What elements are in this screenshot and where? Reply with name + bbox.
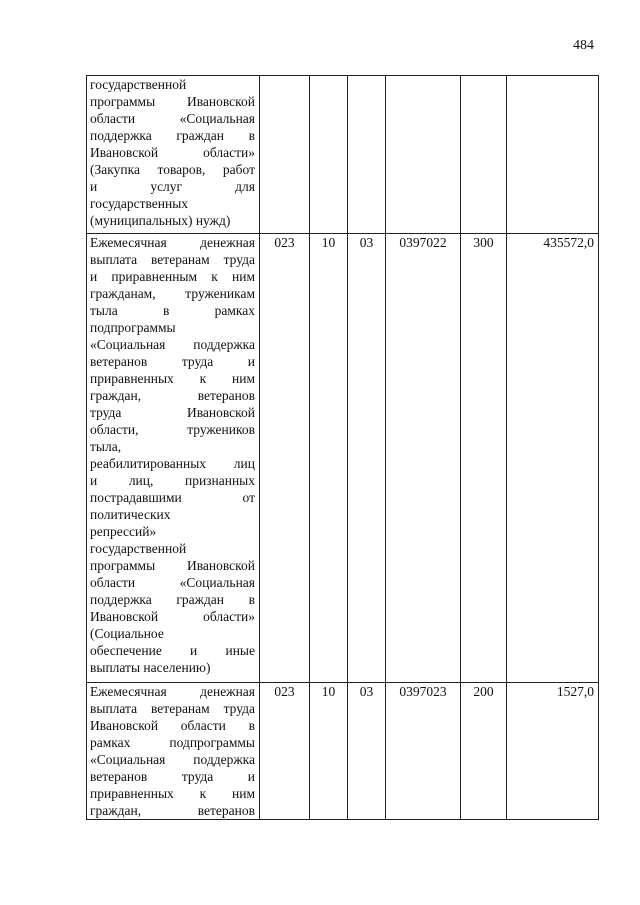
description-line: поддержка граждан в bbox=[90, 128, 255, 143]
description-line: ветеранов труда и bbox=[90, 354, 255, 369]
description-line: граждан, ветеранов bbox=[90, 803, 255, 818]
description-line: гражданам, труженикам bbox=[90, 286, 255, 301]
description-line: государственной bbox=[90, 541, 187, 556]
description-line: (муниципальных) нужд) bbox=[90, 213, 231, 228]
description-line: (Закупка товаров, работ bbox=[90, 162, 255, 177]
description-line: Ежемесячная денежная bbox=[90, 235, 255, 250]
description-line: рамках подпрограммы bbox=[90, 735, 255, 750]
description-line: политических bbox=[90, 507, 171, 522]
amount-cell bbox=[507, 76, 599, 234]
description-line: обеспечение и иные bbox=[90, 643, 255, 658]
description-line: поддержка граждан в bbox=[90, 592, 255, 607]
subsection-code-cell: 03 bbox=[348, 683, 386, 820]
description-line: выплаты населению) bbox=[90, 660, 211, 675]
description-cell bbox=[87, 683, 260, 820]
description-line: государственных bbox=[90, 196, 189, 211]
description-line: Ежемесячная денежная bbox=[90, 684, 255, 699]
ministry-code-cell: 023 bbox=[260, 234, 310, 683]
table-row bbox=[87, 234, 599, 683]
description-line: программы Ивановской bbox=[90, 94, 255, 109]
description-line: приравненных к ним bbox=[90, 371, 255, 386]
description-line: приравненных к ним bbox=[90, 786, 255, 801]
description-line: подпрограммы bbox=[90, 320, 176, 335]
expense-type-cell bbox=[461, 76, 507, 234]
description-line: «Социальная поддержка bbox=[90, 337, 255, 352]
budget-table bbox=[86, 75, 599, 820]
table-row bbox=[87, 683, 599, 820]
ministry-code-cell: 023 bbox=[260, 683, 310, 820]
description-line: выплата ветеранам труда bbox=[90, 701, 255, 716]
description-line: Ивановской области» bbox=[90, 609, 255, 624]
expense-type-cell: 200 bbox=[461, 683, 507, 820]
description-line: выплата ветеранам труда bbox=[90, 252, 255, 267]
page-number: 484 bbox=[573, 38, 594, 53]
amount-cell: 1527,0 bbox=[507, 683, 599, 820]
target-article-cell: 0397022 bbox=[386, 234, 461, 683]
description-line: области, тружеников bbox=[90, 422, 255, 437]
description-line: ветеранов труда и bbox=[90, 769, 255, 784]
description-line: области «Социальная bbox=[90, 575, 255, 590]
description-line: тыла в рамках bbox=[90, 303, 255, 318]
description-line: и услуг для bbox=[90, 179, 255, 194]
subsection-code-cell bbox=[348, 76, 386, 234]
description-line: пострадавшими от bbox=[90, 490, 255, 505]
description-cell bbox=[87, 234, 260, 683]
section-code-cell: 10 bbox=[310, 234, 348, 683]
description-line: и лиц, признанных bbox=[90, 473, 255, 488]
target-article-cell: 0397023 bbox=[386, 683, 461, 820]
expense-type-cell: 300 bbox=[461, 234, 507, 683]
description-line: репрессий» bbox=[90, 524, 157, 539]
description-line: Ивановской области в bbox=[90, 718, 255, 733]
amount-cell: 435572,0 bbox=[507, 234, 599, 683]
description-line: тыла, bbox=[90, 439, 122, 454]
description-line: государственной bbox=[90, 77, 187, 92]
description-cell bbox=[87, 76, 260, 234]
description-line: реабилитированных лиц bbox=[90, 456, 255, 471]
description-line: программы Ивановской bbox=[90, 558, 255, 573]
description-line: «Социальная поддержка bbox=[90, 752, 255, 767]
section-code-cell: 10 bbox=[310, 683, 348, 820]
table-row bbox=[87, 76, 599, 234]
description-line: труда Ивановской bbox=[90, 405, 255, 420]
description-line: граждан, ветеранов bbox=[90, 388, 255, 403]
description-line: и приравненным к ним bbox=[90, 269, 255, 284]
target-article-cell bbox=[386, 76, 461, 234]
subsection-code-cell: 03 bbox=[348, 234, 386, 683]
section-code-cell bbox=[310, 76, 348, 234]
description-line: области «Социальная bbox=[90, 111, 255, 126]
description-line: Ивановской области» bbox=[90, 145, 255, 160]
ministry-code-cell bbox=[260, 76, 310, 234]
description-line: (Социальное bbox=[90, 626, 164, 641]
